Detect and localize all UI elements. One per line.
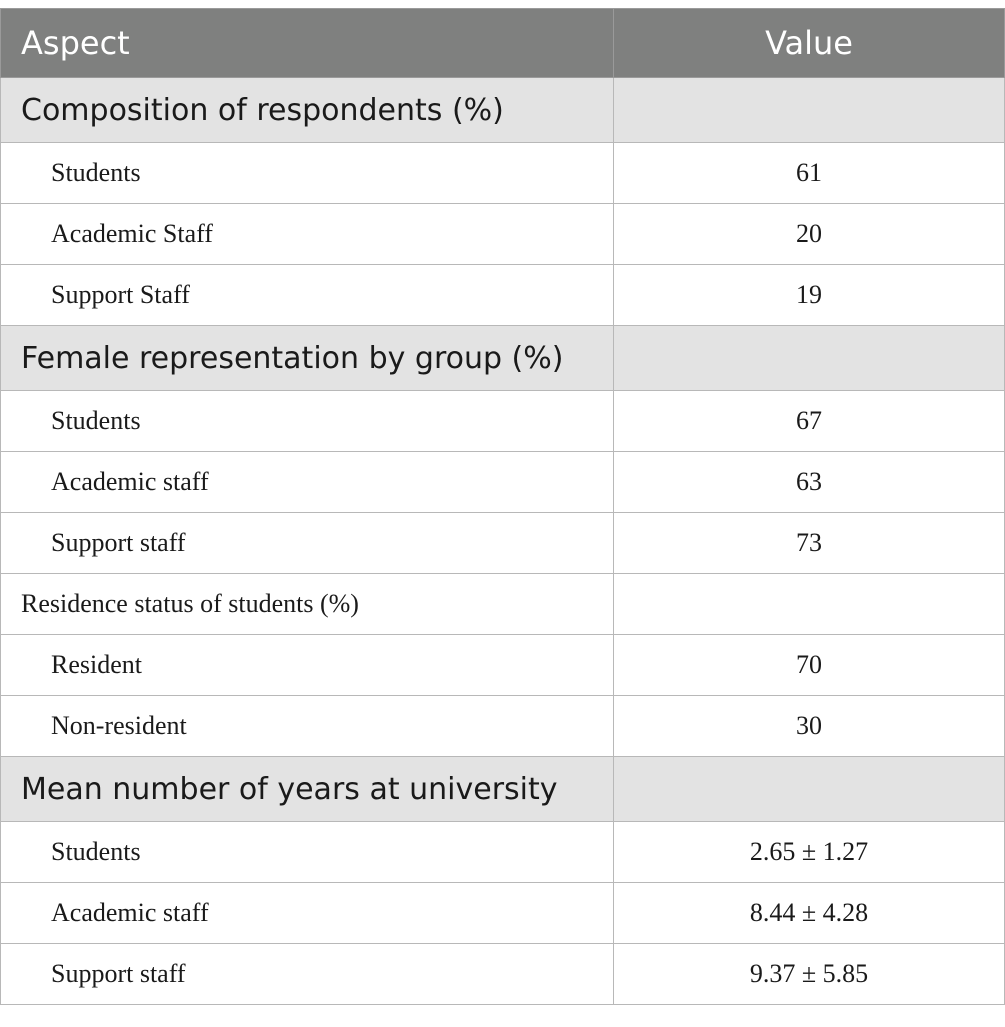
data-table bbox=[0, 8, 1005, 1005]
row-value: 8.44 ± 4.28 bbox=[614, 883, 1005, 944]
row-label: Support staff bbox=[1, 944, 614, 1005]
table-row bbox=[1, 883, 1005, 944]
row-label: Academic Staff bbox=[1, 204, 614, 265]
aspect-column-header: Aspect bbox=[1, 9, 614, 78]
row-value: 20 bbox=[614, 204, 1005, 265]
section-row bbox=[1, 757, 1005, 822]
table-row bbox=[1, 265, 1005, 326]
section-title: Residence status of students (%) bbox=[1, 574, 614, 635]
table-row bbox=[1, 822, 1005, 883]
row-value: 61 bbox=[614, 143, 1005, 204]
row-value: 70 bbox=[614, 635, 1005, 696]
table-row bbox=[1, 513, 1005, 574]
table-row bbox=[1, 944, 1005, 1005]
row-label: Students bbox=[1, 822, 614, 883]
row-label: Academic staff bbox=[1, 452, 614, 513]
row-label: Students bbox=[1, 391, 614, 452]
row-label: Academic staff bbox=[1, 883, 614, 944]
table-row bbox=[1, 452, 1005, 513]
header-row bbox=[1, 9, 1005, 78]
section-value-empty bbox=[614, 78, 1005, 143]
section-row bbox=[1, 326, 1005, 391]
row-label: Support Staff bbox=[1, 265, 614, 326]
table-row bbox=[1, 696, 1005, 757]
row-label: Support staff bbox=[1, 513, 614, 574]
table-row bbox=[1, 635, 1005, 696]
section-row bbox=[1, 574, 1005, 635]
row-value: 67 bbox=[614, 391, 1005, 452]
row-value: 9.37 ± 5.85 bbox=[614, 944, 1005, 1005]
section-value-empty bbox=[614, 326, 1005, 391]
row-value: 2.65 ± 1.27 bbox=[614, 822, 1005, 883]
value-column-header: Value bbox=[614, 9, 1005, 78]
row-value: 30 bbox=[614, 696, 1005, 757]
row-value: 63 bbox=[614, 452, 1005, 513]
table-row bbox=[1, 143, 1005, 204]
row-value: 73 bbox=[614, 513, 1005, 574]
row-label: Non-resident bbox=[1, 696, 614, 757]
section-title: Female representation by group (%) bbox=[1, 326, 614, 391]
row-value: 19 bbox=[614, 265, 1005, 326]
section-title: Mean number of years at university bbox=[1, 757, 614, 822]
section-value-empty bbox=[614, 574, 1005, 635]
row-label: Resident bbox=[1, 635, 614, 696]
section-row bbox=[1, 78, 1005, 143]
table-row bbox=[1, 204, 1005, 265]
section-title: Composition of respondents (%) bbox=[1, 78, 614, 143]
table-row bbox=[1, 391, 1005, 452]
section-value-empty bbox=[614, 757, 1005, 822]
row-label: Students bbox=[1, 143, 614, 204]
